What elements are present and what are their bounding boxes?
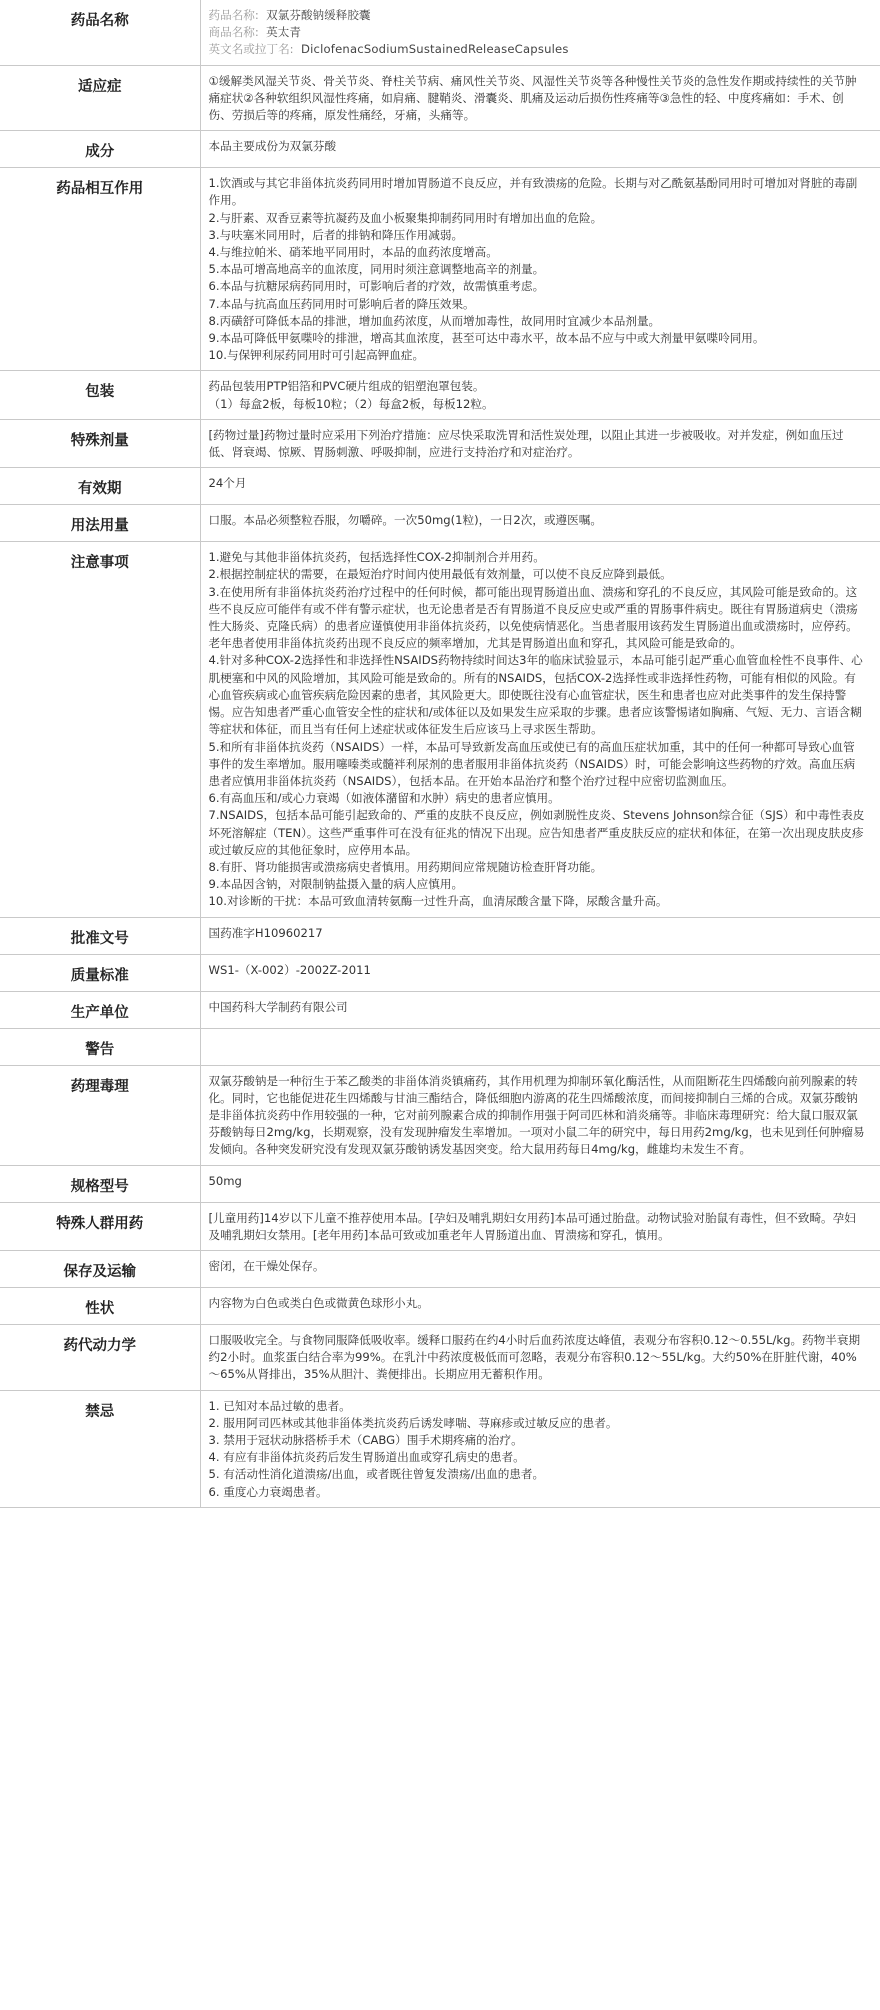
spec-row-label: 药代动力学 — [63, 1337, 136, 1354]
spec-row-value — [200, 1287, 880, 1324]
value-line: 6. 重度心力衰竭患者。 — [208, 1484, 328, 1499]
value-line: 口服吸收完全。与食物同服降低吸收率。缓释口服药在约4小时后血药浓度达峰值，表观分布容积0.12～0.55L/kg。药物半衰期约2小时。血浆蛋白结合率为99%。在乳汁中药浓度极低而可忽略，表观分布容积0.12～55L/kg。大约50%在肝脏代谢，40%～65%从肾排出，35%从胆汁、粪便排出。长期应用无蓄积作用。 — [208, 1332, 861, 1382]
value-line: 2.与肝素、双香豆素等抗凝药及血小板聚集抑制药同用时有增加出血的危险。 — [208, 210, 603, 225]
spec-row-label: 保存及运输 — [63, 1263, 136, 1280]
spec-row — [0, 954, 880, 991]
name-entry — [209, 7, 867, 24]
value-line — [209, 1036, 867, 1053]
spec-row-label: 生产单位 — [70, 1004, 129, 1021]
spec-row — [0, 65, 880, 131]
spec-row-label: 有效期 — [78, 481, 122, 498]
spec-row-value — [200, 419, 880, 467]
value-line: 3.在使用所有非甾体抗炎药治疗过程中的任何时候，都可能出现胃肠道出血、溃疡和穿孔的不良反应，其风险可能是致命的。这些不良反应可能伴有或不伴有警示症状，也无论患者是否有胃肠道不良反应史或严重的胃肠事件病史。既往有胃肠道病史（溃疡性大肠炎、克隆氏病）的患者应谨慎使用非甾体抗炎药，以免使病情恶化。当患者服用该药发生胃肠道出血或溃疡时，应停药。老年患者使用非甾体抗炎药出现不良反应的频率增加，尤其是胃肠道出血和穿孔，其风险可能是致命的。 — [208, 584, 858, 651]
value-line: 9.本品因含钠，对限制钠盐摄入量的病人应慎用。 — [208, 877, 464, 892]
value-line: 7.本品与抗高血压药同用时可影响后者的降压效果。 — [208, 296, 475, 311]
spec-row — [0, 0, 880, 65]
name-entry-value: DiclofenacSodiumSustainedReleaseCapsules — [300, 42, 569, 57]
value-line: 10.对诊断的干扰：本品可致血清转氨酶一过性升高，血清尿酸含量下降，尿酸含量升高。 — [208, 894, 668, 909]
name-entry-label: 英文名或拉丁名: — [208, 42, 294, 57]
value-line: 8.有肝、肾功能损害或溃疡病史者慎用。用药期间应常规随访检查肝肾功能。 — [208, 859, 603, 874]
value-line: 4.针对多种COX-2选择性和非选择性NSAIDS药物持续时间达3年的临床试验显示，本品可能引起严重心血管血栓性不良事件、心肌梗塞和中风的风险增加，其风险可能是致命的。所有的NSAIDS，包括COX-2选择性或非选择性药物，可能有相似的风险。有心血管疾病或心血管疾病危险因素的患者，其风险更大。即使既往没有心血管症状，医生和患者也应对此类事件的发生保持警惕。应告知患者严重心血管安全性的症状和/或体征以及如果发生应采取的步骤。患者应该警惕诸如胸痛、气短、无力、言语含糊等症状和体征，而且当有任何上述症状或体征发生后应该马上寻求医生帮助。 — [208, 653, 863, 737]
value-line: 9.本品可降低甲氨喋呤的排泄，增高其血浓度，甚至可达中毒水平，故本品不应与中或大剂量甲氨喋呤同用。 — [208, 331, 765, 346]
spec-row-label: 特殊人群用药 — [56, 1215, 144, 1232]
spec-row — [0, 131, 880, 168]
spec-row — [0, 168, 880, 371]
value-line: 内容物为白色或类白色或微黄色球形小丸。 — [208, 1295, 429, 1310]
spec-row-value — [200, 505, 880, 542]
name-entry-value: 英太青 — [266, 25, 301, 40]
spec-row-label: 包装 — [85, 384, 115, 401]
value-line: 10.与保钾利尿药同用时可引起高钾血症。 — [208, 348, 425, 363]
name-entry — [209, 24, 867, 41]
spec-row-label: 质量标准 — [70, 967, 129, 984]
value-line: [药物过量]药物过量时应采用下列治疗措施：应尽快采取洗胃和活性炭处理，以阻止其进一步被吸收。对并发症，例如血压过低、肾衰竭、惊厥、胃肠刺激、呼吸抑制，应进行支持治疗和对症治疗。 — [208, 427, 844, 460]
value-line: 3. 禁用于冠状动脉搭桥手术（CABG）围手术期疼痛的治疗。 — [208, 1432, 523, 1447]
name-entry-value: 双氯芬酸钠缓释胶囊 — [266, 8, 371, 22]
spec-row-label: 药品名称 — [70, 13, 129, 29]
spec-row-value — [200, 131, 880, 168]
spec-row-label: 禁忌 — [85, 1403, 115, 1420]
value-line: 8.丙磺舒可降低本品的排泄，增加血药浓度，从而增加毒性，故同用时宜减少本品剂量。 — [208, 313, 661, 328]
spec-row-label: 适应症 — [78, 78, 122, 95]
value-line: 药品包装用PTP铝箔和PVC硬片组成的铝塑泡罩包装。 — [208, 379, 485, 394]
spec-row-value — [200, 1028, 880, 1065]
spec-row-value — [200, 1165, 880, 1202]
spec-row — [0, 917, 880, 954]
value-line: 双氯芬酸钠是一种衍生于苯乙酸类的非甾体消炎镇痛药，其作用机理为抑制环氧化酶活性，从而阻断花生四烯酸向前列腺素的转化。同时，它也能促进花生四烯酸与甘油三酯结合，降低细胞内游离的花生四烯酸浓度，而间接抑制白三烯的合成。双氯芬酸钠是非甾体抗炎药中作用较强的一种，它对前列腺素合成的抑制作用强于阿司匹林和消炎痛等。非临床毒理研究：给大鼠口服双氯芬酸钠每日2mg/kg，长期观察，没有发现肿瘤发生率增加。一项对小鼠二年的研究中，每日用药2mg/kg，也未见到任何肿瘤易发倾向。各种突发研究没有发现双氯芬酸钠诱发基因突变。给大鼠用药每日4mg/kg，雌雄均未发生不育。 — [208, 1073, 865, 1157]
spec-row-label: 特殊剂量 — [70, 432, 129, 449]
spec-row-label: 用法用量 — [70, 518, 129, 535]
spec-row-value — [200, 542, 880, 917]
spec-row — [0, 1324, 880, 1390]
spec-row-label: 药理毒理 — [70, 1078, 129, 1095]
name-entry-label: 商品名称: — [208, 25, 259, 40]
spec-row-value — [200, 1065, 880, 1165]
value-line: 中国药科大学制药有限公司 — [208, 999, 348, 1014]
value-line: （1）每盒2板，每板10粒；（2）每盒2板，每板12粒。 — [208, 396, 494, 411]
spec-row — [0, 419, 880, 467]
spec-row-label: 批准文号 — [70, 930, 129, 947]
spec-row-value — [200, 1390, 880, 1507]
value-line: 2. 服用阿司匹林或其他非甾体类抗炎药后诱发哮喘、荨麻疹或过敏反应的患者。 — [208, 1415, 618, 1430]
spec-row — [0, 1390, 880, 1507]
spec-row-value — [200, 1324, 880, 1390]
spec-row — [0, 505, 880, 542]
spec-row-label: 成分 — [85, 144, 115, 161]
value-line: 1.避免与其他非甾体抗炎药，包括选择性COX-2抑制剂合并用药。 — [208, 550, 545, 565]
value-line: 5. 有活动性消化道溃疡/出血，或者既往曾复发溃疡/出血的患者。 — [208, 1467, 545, 1482]
spec-row — [0, 991, 880, 1028]
value-line: 6.有高血压和/或心力衰竭（如液体潴留和水肿）病史的患者应慎用。 — [208, 791, 560, 806]
value-line: WS1-（X-002）-2002Z-2011 — [208, 962, 371, 977]
spec-row-label: 警告 — [85, 1041, 115, 1058]
spec-row-label: 性状 — [85, 1300, 115, 1317]
spec-row-value — [200, 168, 880, 371]
value-line: 4. 有应有非甾体抗炎药后发生胃肠道出血或穿孔病史的患者。 — [208, 1450, 525, 1465]
spec-row-value — [200, 917, 880, 954]
spec-row — [0, 468, 880, 505]
value-line: 5.本品可增高地高辛的血浓度，同用时须注意调整地高辛的剂量。 — [208, 262, 545, 277]
spec-row-label: 注意事项 — [70, 555, 129, 572]
spec-row — [0, 1065, 880, 1165]
spec-row — [0, 371, 880, 419]
value-line: 24个月 — [208, 476, 247, 491]
spec-row — [0, 1202, 880, 1250]
spec-row-value — [200, 991, 880, 1028]
spec-row-value — [200, 1250, 880, 1287]
value-line: 本品主要成份为双氯芬酸 — [208, 139, 337, 154]
value-line: ①缓解类风湿关节炎、骨关节炎、脊柱关节病、痛风性关节炎、风湿性关节炎等各种慢性关节炎的急性发作期或持续性的关节肿痛症状②各种软组织风湿性疼痛，如肩痛、腱鞘炎、滑囊炎、肌痛及运动后损伤性疼痛等③急性的轻、中度疼痛如：手术、创伤、劳损后等的疼痛，原发性痛经，牙痛，头痛等。 — [208, 73, 857, 123]
spec-row-value — [200, 1202, 880, 1250]
spec-row-label: 药品相互作用 — [56, 181, 144, 198]
value-line: 1. 已知对本品过敏的患者。 — [208, 1398, 351, 1413]
value-line: 口服。本品必须整粒吞服，勿嚼碎。一次50mg(1粒)，一日2次，或遵医嘱。 — [208, 513, 602, 528]
spec-row-value — [200, 371, 880, 419]
spec-row-value — [200, 954, 880, 991]
value-line: 密闭，在干燥处保存。 — [208, 1258, 325, 1273]
spec-row-value — [200, 0, 880, 65]
spec-row — [0, 1287, 880, 1324]
value-line: 国药准字H10960217 — [208, 925, 323, 940]
spec-row — [0, 1028, 880, 1065]
value-line: 5.和所有非甾体抗炎药（NSAIDS）一样，本品可导致新发高血压或使已有的高血压症状加重，其中的任何一种都可导致心血管事件的发生率增加。服用噻嗪类或髓袢利尿剂的患者服用非甾体抗炎药（NSAIDS）时，可能会影响这些药物的疗效。高血压病患者应慎用非甾体抗炎药（NSAIDS），包括本品。在开始本品治疗和整个治疗过程中应密切监测血压。 — [208, 739, 856, 788]
value-line: 4.与维拉帕米、硝苯地平同用时，本品的血药浓度增高。 — [208, 245, 498, 260]
spec-row — [0, 1165, 880, 1202]
value-line: 1.饮酒或与其它非甾体抗炎药同用时增加胃肠道不良反应，并有致溃疡的危险。长期与对乙酰氨基酚同用时可增加对肾脏的毒副作用。 — [208, 176, 858, 208]
value-line: 3.与呋塞米同用时，后者的排钠和降压作用减弱。 — [208, 227, 464, 242]
name-entry — [209, 41, 867, 58]
value-line: 50mg — [208, 1173, 242, 1188]
value-line: [儿童用药]14岁以下儿童不推荐使用本品。[孕妇及哺乳期妇女用药]本品可通过胎盘。动物试验对胎鼠有毒性，但不致畸。孕妇及哺乳期妇女禁用。[老年用药]本品可致或加重老年人胃肠道出血、胃溃疡和穿孔，慎用。 — [208, 1210, 856, 1242]
value-line: 6.本品与抗糖尿病药同用时，可影响后者的疗效，故需慎重考虑。 — [208, 279, 545, 294]
spec-row-value — [200, 468, 880, 505]
value-line: 2.根据控制症状的需要，在最短治疗时间内使用最低有效剂量，可以使不良反应降到最低。 — [208, 567, 672, 582]
spec-row-label: 规格型号 — [70, 1178, 129, 1195]
spec-row — [0, 542, 880, 917]
spec-row — [0, 1250, 880, 1287]
value-line: 7.NSAIDS，包括本品可能引起致命的、严重的皮肤不良反应，例如剥脱性皮炎、Stevens Johnson综合征（SJS）和中毒性表皮坏死溶解症（TEN）。这些严重事件可在没有征兆的情况下出现。应告知患者严重皮肤反应的症状和体征，在第一次出现皮肤皮疹或过敏反应的其他征象时，应停用本品。 — [208, 808, 865, 857]
name-entry-label: 药品名称: — [208, 8, 259, 22]
spec-row-value — [200, 65, 880, 131]
